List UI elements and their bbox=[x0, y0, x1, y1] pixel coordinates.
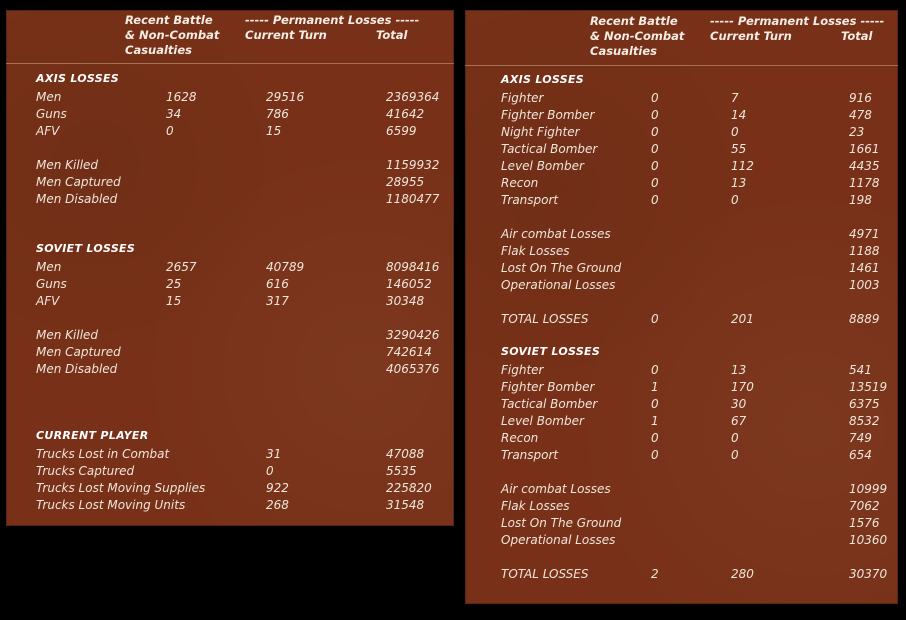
row-recent: 0 bbox=[651, 397, 659, 411]
row-total: 8098416 bbox=[386, 260, 440, 274]
air-losses-panel bbox=[465, 10, 898, 604]
row-turn: 112 bbox=[731, 159, 754, 173]
row-turn: 14 bbox=[731, 108, 747, 122]
table-row bbox=[465, 192, 898, 209]
table-row bbox=[465, 107, 898, 124]
table-row bbox=[465, 515, 898, 532]
table-row bbox=[465, 430, 898, 447]
row-total: 146052 bbox=[386, 277, 432, 291]
row-label: Fighter bbox=[501, 91, 544, 105]
row-total: 478 bbox=[849, 108, 872, 122]
row-recent: 2657 bbox=[166, 260, 197, 274]
row-total: 23 bbox=[849, 125, 865, 139]
row-label: Guns bbox=[36, 107, 67, 121]
row-total: 3290426 bbox=[386, 328, 440, 342]
header-total: Total bbox=[841, 29, 873, 43]
row-turn: 31 bbox=[266, 447, 282, 461]
header-permanent-losses: ----- Permanent Losses ----- bbox=[710, 14, 885, 28]
table-row bbox=[6, 480, 454, 497]
total-losses-row bbox=[465, 566, 898, 583]
row-turn: 30 bbox=[731, 397, 747, 411]
row-label: Fighter Bomber bbox=[501, 380, 595, 394]
table-row bbox=[465, 362, 898, 379]
header-divider bbox=[465, 65, 898, 66]
row-label: Trucks Lost Moving Supplies bbox=[36, 481, 206, 495]
row-label: Air combat Losses bbox=[501, 227, 611, 241]
table-row bbox=[465, 260, 898, 277]
axis-losses-title: AXIS LOSSES bbox=[501, 73, 584, 86]
row-turn: 29516 bbox=[266, 90, 305, 104]
table-row bbox=[465, 532, 898, 549]
row-total: 6375 bbox=[849, 397, 880, 411]
table-row bbox=[465, 243, 898, 260]
row-label: Air combat Losses bbox=[501, 482, 611, 496]
table-row bbox=[6, 293, 454, 310]
table-row bbox=[465, 277, 898, 294]
row-total: 41642 bbox=[386, 107, 425, 121]
row-label: Men bbox=[36, 260, 62, 274]
row-turn: 40789 bbox=[266, 260, 305, 274]
table-row bbox=[465, 175, 898, 192]
table-row bbox=[6, 446, 454, 463]
row-total: 1576 bbox=[849, 516, 880, 530]
row-label: Recon bbox=[501, 176, 539, 190]
row-total: 4971 bbox=[849, 227, 880, 241]
row-total: 1178 bbox=[849, 176, 880, 190]
table-row bbox=[6, 191, 454, 208]
header-current-turn: Current Turn bbox=[245, 28, 327, 42]
table-row bbox=[465, 396, 898, 413]
row-total: 4435 bbox=[849, 159, 880, 173]
row-recent: 0 bbox=[651, 108, 659, 122]
row-recent: 0 bbox=[651, 142, 659, 156]
row-total: 916 bbox=[849, 91, 872, 105]
row-total: 8532 bbox=[849, 414, 880, 428]
header-current-turn: Current Turn bbox=[710, 29, 792, 43]
row-label: Transport bbox=[501, 448, 559, 462]
row-label: Men Captured bbox=[36, 345, 121, 359]
row-total: 7062 bbox=[849, 499, 880, 513]
row-total: 1159932 bbox=[386, 158, 440, 172]
row-label: Tactical Bomber bbox=[501, 142, 598, 156]
row-label: AFV bbox=[36, 124, 60, 138]
table-row bbox=[465, 498, 898, 515]
row-total: 749 bbox=[849, 431, 872, 445]
row-label: Night Fighter bbox=[501, 125, 580, 139]
row-total: 6599 bbox=[386, 124, 417, 138]
row-total: 742614 bbox=[386, 345, 432, 359]
row-turn: 616 bbox=[266, 277, 289, 291]
row-label: Men Killed bbox=[36, 328, 99, 342]
row-recent: 0 bbox=[651, 193, 659, 207]
row-turn: 0 bbox=[731, 448, 739, 462]
row-turn: 15 bbox=[266, 124, 282, 138]
table-row bbox=[6, 463, 454, 480]
row-recent: 0 bbox=[651, 312, 659, 326]
row-turn: 0 bbox=[266, 464, 274, 478]
row-label: Flak Losses bbox=[501, 244, 570, 258]
table-row bbox=[465, 481, 898, 498]
table-row bbox=[6, 327, 454, 344]
row-label: Trucks Lost Moving Units bbox=[36, 498, 186, 512]
header-divider bbox=[6, 63, 454, 64]
row-total: 2369364 bbox=[386, 90, 440, 104]
row-turn: 170 bbox=[731, 380, 754, 394]
row-turn: 317 bbox=[266, 294, 289, 308]
soviet-losses-title: SOVIET LOSSES bbox=[36, 242, 136, 255]
table-row bbox=[6, 276, 454, 293]
row-recent: 0 bbox=[651, 91, 659, 105]
row-turn: 13 bbox=[731, 176, 747, 190]
row-label: Men Disabled bbox=[36, 362, 118, 376]
row-turn: 786 bbox=[266, 107, 289, 121]
row-total: 28955 bbox=[386, 175, 425, 189]
row-label: Transport bbox=[501, 193, 559, 207]
row-label: Men Disabled bbox=[36, 192, 118, 206]
header-permanent-losses: ----- Permanent Losses ----- bbox=[245, 13, 420, 27]
row-recent: 25 bbox=[166, 277, 182, 291]
row-recent: 0 bbox=[651, 363, 659, 377]
row-label: Guns bbox=[36, 277, 67, 291]
row-recent: 1 bbox=[651, 380, 659, 394]
row-label: Recon bbox=[501, 431, 539, 445]
table-row bbox=[465, 90, 898, 107]
row-turn: 268 bbox=[266, 498, 289, 512]
ground-losses-panel bbox=[6, 10, 454, 526]
row-recent: 2 bbox=[651, 567, 659, 581]
row-label: Operational Losses bbox=[501, 278, 616, 292]
table-row bbox=[6, 157, 454, 174]
row-turn: 55 bbox=[731, 142, 747, 156]
row-recent: 0 bbox=[651, 176, 659, 190]
table-row bbox=[6, 361, 454, 378]
row-label: Trucks Lost in Combat bbox=[36, 447, 170, 461]
row-label: Fighter bbox=[501, 363, 544, 377]
row-label: Lost On The Ground bbox=[501, 516, 622, 530]
table-row bbox=[465, 141, 898, 158]
row-turn: 0 bbox=[731, 125, 739, 139]
table-row bbox=[465, 158, 898, 175]
row-recent: 0 bbox=[651, 159, 659, 173]
row-label: Fighter Bomber bbox=[501, 108, 595, 122]
header-recent-battle: Recent Battle & Non-Combat Casualties bbox=[590, 14, 685, 58]
row-recent: 0 bbox=[651, 431, 659, 445]
row-recent: 15 bbox=[166, 294, 182, 308]
row-recent: 0 bbox=[651, 448, 659, 462]
row-total: 10999 bbox=[849, 482, 888, 496]
row-label: TOTAL LOSSES bbox=[501, 312, 589, 326]
row-recent: 1628 bbox=[166, 90, 197, 104]
row-label: TOTAL LOSSES bbox=[501, 567, 589, 581]
table-row bbox=[465, 379, 898, 396]
row-turn: 7 bbox=[731, 91, 739, 105]
table-row bbox=[6, 106, 454, 123]
row-label: Operational Losses bbox=[501, 533, 616, 547]
row-total: 30370 bbox=[849, 567, 888, 581]
row-recent: 0 bbox=[166, 124, 174, 138]
row-turn: 13 bbox=[731, 363, 747, 377]
soviet-losses-title: SOVIET LOSSES bbox=[501, 345, 601, 358]
table-row bbox=[465, 226, 898, 243]
row-total: 47088 bbox=[386, 447, 425, 461]
row-label: Men Killed bbox=[36, 158, 99, 172]
row-total: 8889 bbox=[849, 312, 880, 326]
row-total: 31548 bbox=[386, 498, 425, 512]
row-total: 198 bbox=[849, 193, 872, 207]
table-row bbox=[6, 344, 454, 361]
row-total: 1188 bbox=[849, 244, 880, 258]
row-total: 1180477 bbox=[386, 192, 440, 206]
row-total: 225820 bbox=[386, 481, 432, 495]
table-row bbox=[6, 174, 454, 191]
row-total: 654 bbox=[849, 448, 872, 462]
table-row bbox=[6, 259, 454, 276]
table-row bbox=[465, 413, 898, 430]
row-label: Lost On The Ground bbox=[501, 261, 622, 275]
row-turn: 0 bbox=[731, 193, 739, 207]
row-total: 1461 bbox=[849, 261, 880, 275]
row-label: Men Captured bbox=[36, 175, 121, 189]
table-row bbox=[6, 123, 454, 140]
row-label: Flak Losses bbox=[501, 499, 570, 513]
table-row bbox=[465, 124, 898, 141]
row-total: 10360 bbox=[849, 533, 888, 547]
row-label: Men bbox=[36, 90, 62, 104]
row-total: 30348 bbox=[386, 294, 425, 308]
row-recent: 34 bbox=[166, 107, 182, 121]
row-turn: 922 bbox=[266, 481, 289, 495]
header-recent-battle: Recent Battle & Non-Combat Casualties bbox=[125, 13, 220, 57]
row-total: 541 bbox=[849, 363, 872, 377]
row-total: 1003 bbox=[849, 278, 880, 292]
row-turn: 201 bbox=[731, 312, 754, 326]
row-label: Trucks Captured bbox=[36, 464, 135, 478]
current-player-title: CURRENT PLAYER bbox=[36, 429, 149, 442]
row-total: 1661 bbox=[849, 142, 880, 156]
axis-losses-title: AXIS LOSSES bbox=[36, 72, 119, 85]
row-label: Tactical Bomber bbox=[501, 397, 598, 411]
row-label: Level Bomber bbox=[501, 159, 584, 173]
header-total: Total bbox=[376, 28, 408, 42]
row-label: Level Bomber bbox=[501, 414, 584, 428]
table-row bbox=[6, 497, 454, 514]
row-turn: 67 bbox=[731, 414, 747, 428]
row-total: 13519 bbox=[849, 380, 888, 394]
total-losses-row bbox=[465, 311, 898, 328]
table-row bbox=[465, 447, 898, 464]
row-turn: 280 bbox=[731, 567, 754, 581]
row-recent: 0 bbox=[651, 125, 659, 139]
row-total: 5535 bbox=[386, 464, 417, 478]
row-label: AFV bbox=[36, 294, 60, 308]
row-total: 4065376 bbox=[386, 362, 440, 376]
row-recent: 1 bbox=[651, 414, 659, 428]
row-turn: 0 bbox=[731, 431, 739, 445]
table-row bbox=[6, 89, 454, 106]
